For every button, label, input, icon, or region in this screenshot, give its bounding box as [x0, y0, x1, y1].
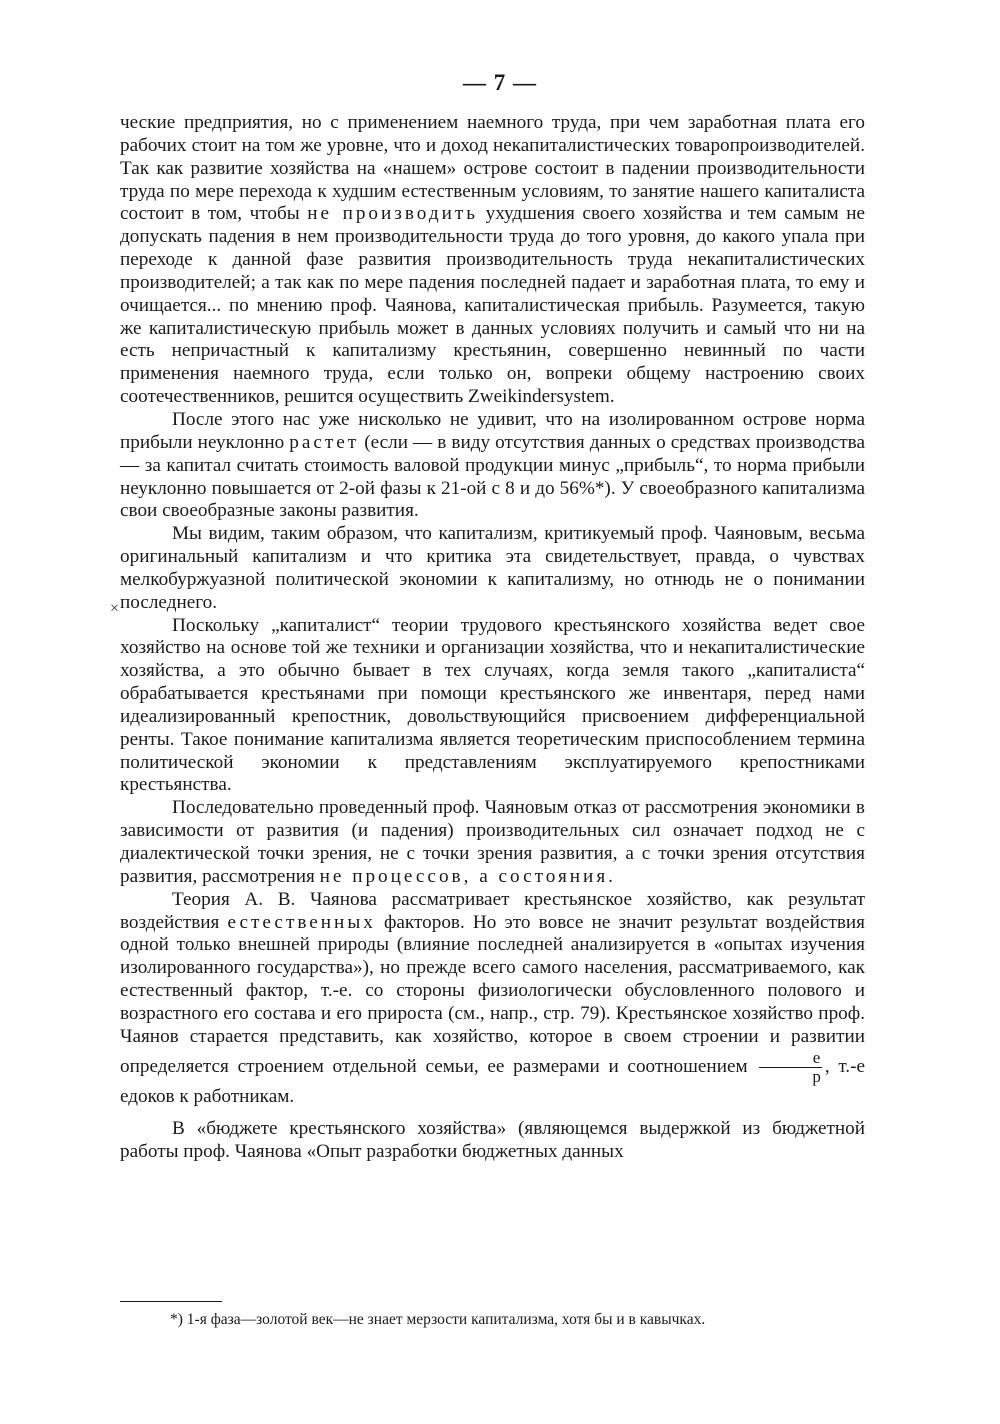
body-text	[120, 112, 865, 1164]
paragraph-1-text-c: ухудшения своего хозяйства и тем самым не допускать падения в нем производительности труда до того уровня, до какого упала при переходе к данной фазе развития производительность труда некапиталистических производителей; а так как по мере падения последней падает и заработная плата, то ему и очищается... по мнению проф. Чаянова, капиталистическая прибыль. Разумеется, такую же капиталистическую прибыль может в данных условиях получить и самый что ни на есть непричастный к капитализму крестьянин, совершенно невинный по части применения наемного труда, если только он, вопреки общему настроению своих соотечественников, решится осуществить Zweikindersystem.	[120, 203, 865, 408]
paragraph-2-emphasis: растет	[289, 431, 360, 453]
paragraph-5-text-a: Последовательно проведенный проф. Чаяновым отказ от рассмотрения экономики в зависимости от развития (и падения) производительных сил означает подход не с диалектической точки зрения, не с точки зрения развития, а с точки зрения отсутствия развития, рассмотрения	[120, 797, 865, 887]
fraction-numerator: е	[759, 1049, 822, 1068]
paragraph-5-text-c: .	[608, 865, 613, 887]
paragraph-2-text-c: (если — в виду отсутствия данных о средствах производства — за капитал считать стоимость валовой продукции минус „прибыль“, то норма прибыли неуклонно повышается от 2-ой фазы к 21-ой с 8 и до 56%*). У своеобразного капитализма свои своеобразные законы развития.	[120, 431, 865, 522]
paragraph-6	[120, 889, 865, 1109]
paragraph-5	[120, 797, 865, 888]
paragraph-3: Мы видим, таким образом, что капитализм, критикуемый проф. Чаяновым, весьма оригинальный капитализм и что критика эта свидетельствует, правда, о чувствах мелкобуржуазной политической экономии к капитализму, но отнюдь не о понимании последнего.	[120, 523, 865, 613]
paragraph-1-emphasis: не производить	[307, 203, 479, 225]
paragraph-2	[120, 409, 865, 523]
paragraph-4: Поскольку „капиталист“ теории трудового крестьянского хозяйства ведет свое хозяйство на основе той же техники и организации хозяйства, что и некапиталистические хозяйства, а это обычно бывает в тех случаях, когда земля такого „капиталиста“ обрабатывается крестьянами при помощи крестьянского же инвентаря, перед нами идеализированный крепостник, довольствующийся присвоением дифференциальной ренты. Такое понимание капитализма является теоретическим приспособлением термина политической экономии к представлениям эксплуатируемого крепостниками крестьянства.	[120, 614, 865, 796]
paragraph-6-text-a: Теория А. В. Чаянова рассматривает крестьянское хозяйство, как результат воздействия	[120, 888, 865, 933]
ratio-fraction	[759, 1049, 822, 1086]
paragraph-6-text-d: , т.-е едоков к работникам.	[120, 1055, 865, 1107]
paragraph-6-text-c: факторов. Но это вовсе не значит результат воздействия одной только внешней природы (влияние последней анализируется в «опытах изучения изолированного государства»), но прежде всего самого населения, рассматриваемого, как естественный фактор, т.-е. со стороны физиологически обусловленного полового и возрастного его состава и его прироста (см., напр., стр. 79). Крестьянское хозяйство проф. Чаянов старается представить, как хозяйство, которое в своем строении и развитии определяется строением отдельной семьи, ее размерами и соотношением	[120, 911, 865, 1077]
page-number: — 7 —	[463, 70, 537, 95]
margin-mark: ×	[110, 600, 120, 617]
paragraph-6-emphasis: естественных	[227, 911, 376, 933]
footnote: *) 1-я фаза—золотой век—не знает мерзости капитализма, хотя бы и в кавычках.	[170, 1311, 706, 1328]
paragraph-1	[120, 112, 865, 409]
paragraph-2-text-a: После этого нас уже нисколько не удивит, что на изолированном острове норма прибыли неуклонно	[120, 408, 865, 453]
paragraph-1-text-a: ческие предприятия, но с применением наемного труда, при чем заработная плата его рабочих стоит на том же уровне, что и доход некапиталистических товаропроизводителей. Так как развитие хозяйства на «нашем» острове состоит в падении производительности труда по мере перехода к худшим естественным условиям, то занятие нашего капиталиста состоит в том, чтобы	[120, 112, 865, 225]
paragraph-5-emphasis: не процессов, а состояния	[319, 865, 609, 887]
fraction-denominator: р	[812, 1066, 821, 1086]
paragraph-7: В «бюджете крестьянского хозяйства» (являющемся выдержкой из бюджетной работы проф. Чаянова «Опыт разработки бюджетных данных	[120, 1118, 865, 1163]
footnote-rule	[120, 1301, 222, 1302]
